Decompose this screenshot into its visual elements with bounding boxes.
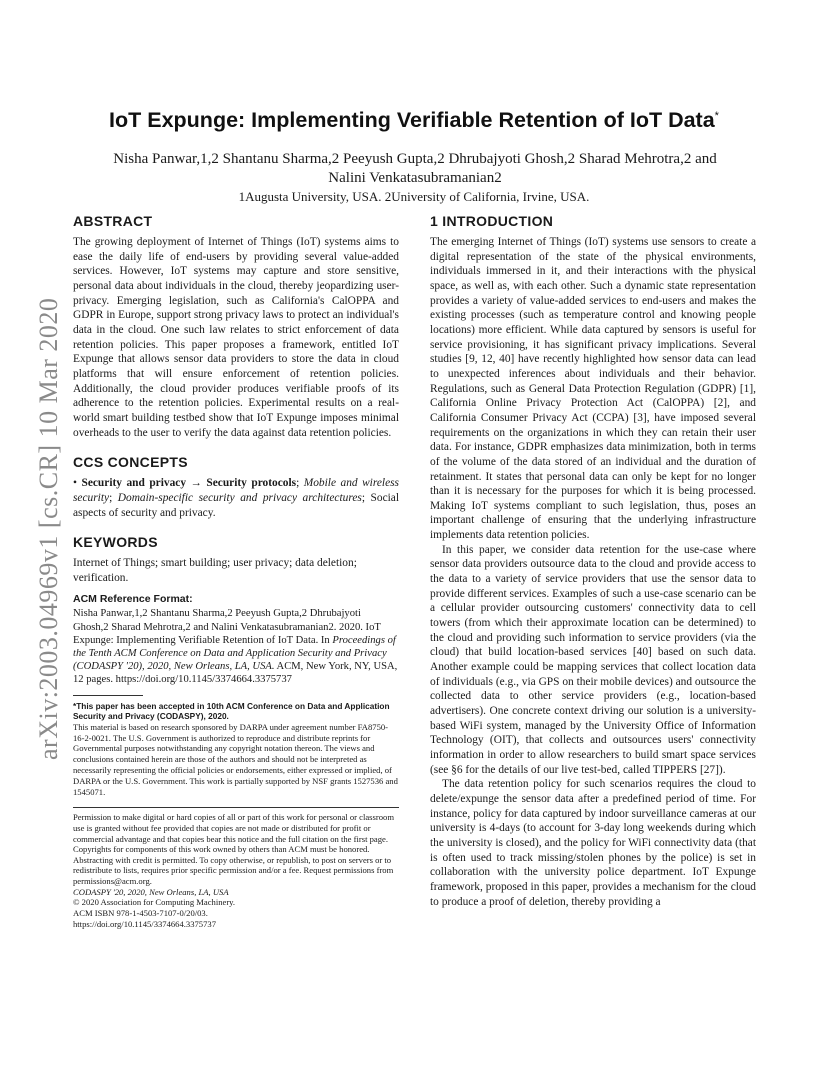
reference-format-heading: ACM Reference Format: bbox=[73, 593, 193, 606]
intro-paragraph-1: The emerging Internet of Things (IoT) systems use sensors to create a digital representation of the state of the physical environments, individuals immersed in it, and their interactions with the physical space, as well as, with each other. Such a dynamic state representation provides a variety of value-added services to end-users and makes the existing processes (such as temperature control and knowing people locations) more efficient. While data captured by sensors is useful for service provisioning, it has significant privacy implications. Several studies [9, 12, 40] have recently highlighted how sensor data can lead to unexpected inferences about individuals and their behavior. Regulations, such as General Data Protection Regulation (GDPR) [1], California Online Privacy Protection Act (CalOPPA) [2], and California Consumer Privacy Act (CCPA) [3], have imposed several requirements on the organizations in which they can retain their user data. For instance, GDPR emphasizes data minimization, both in terms of the volume of the data stored of an individual and the duration of retainment. It states that personal data can only be kept for no longer than it is necessary for the purposes for which it is being processed. Making IoT systems compliant to such legislation, thus, poses an important challenge of ensuring that the underlying infrastructure implements data retention policies. bbox=[430, 236, 756, 542]
ccs-concept-1: Mobile and wireless security bbox=[73, 477, 399, 504]
ccs-concept-3: ; Social aspects of security and privacy. bbox=[73, 491, 400, 519]
intro-paragraph-2: In this paper, we consider data retention for the use-case where sensor data providers outsource data to the cloud and provide access to the data to a variety of service providers that use the sensor data to provide different services. Examples of such a use-case scenario can be a cellular provider outsourcing customers' connectivity data to cell towers (from which their approximate location can be determined) to the cloud and providing such information to service providers (via the cloud) that build location-based services [40] based on such data. Another example could be mapping services that collect location data of individuals (e.g., via GPS on their mobile devices) and outsource the collected data to other service providers (e.g., location-based advertisers). One concrete context driving our solution is a university-based WiFi system, managed by the University Office of Information Technology (OIT), that collects and outsources users' connectivity information in order to allow researchers to build smart space services (see §6 for the details of our live test-bed, called TIPPERS [27]). bbox=[430, 543, 756, 776]
abstract-text: The growing deployment of Internet of Things (IoT) systems aims to ease the daily life of end-users by providing several value-added services. However, IoT systems may capture and store sensitive, personal data about individuals in the cloud, thereby jeopardizing user-privacy. Emerging legislation, such as California's CalOPPA and GDPR in Europe, support strong privacy laws to protect an individual's data in the cloud. One such law relates to strict enforcement of data retention policies. This paper proposes a framework, entitled IoT Expunge that allows sensor data providers to store the data in cloud platforms that will ensure enforcement of retention policies. Additionally, the cloud provider produces verifiable proofs of its adherence to the retention policies. Experimental results on a real-world smart building testbed show that IoT Expunge imposes minimal overheads to the user to verify the data against data retention policies. bbox=[73, 236, 399, 439]
arxiv-sidebar bbox=[18, 280, 63, 760]
footnote-rule bbox=[73, 695, 143, 696]
permission-notice: Permission to make digital or hard copies of all or part of this work for personal or classroom use is granted without fee provided that copies are not made or distributed for profit or commercial advantage and that copies bear this notice and the full citation on the first page. Copyrights for components of this work owned by others than ACM must be honored. Abstracting with credit is permitted. To copy otherwise, or republish, to post on servers or to redistribute to lists, requires prior specific permission and/or a fee. Request permissions from permissions@acm.org. bbox=[73, 807, 399, 886]
intro-paragraph-3: The data retention policy for such scenarios requires the cloud to delete/expunge the sensor data after a predefined period of time. For instance, policy for data captured by indoor surveillance cameras at our university is 4-days (to account for 3-day long weekends during which the university is closed), and the policy for WiFi connectivity data (that is often used to track missing/stolen phones by the police) is set in collaboration with the university police department. IoT Expunge framework, proposed in this paper, provides a mechanism for the cloud to produce a proof of deletion, thereby providing a bbox=[430, 778, 756, 908]
venue-line: CODASPY '20, 2020, New Orleans, LA, USA bbox=[73, 886, 229, 897]
acceptance-footnote: *This paper has been accepted in 10th ACM Conference on Data and Application Security and Privacy (CODASPY), 2020. bbox=[73, 700, 390, 722]
right-column bbox=[430, 213, 756, 909]
ccs-heading: CCS CONCEPTS bbox=[73, 454, 188, 471]
keywords-heading: KEYWORDS bbox=[73, 534, 158, 551]
abstract-heading: ABSTRACT bbox=[73, 213, 153, 229]
isbn-line: ACM ISBN 978-1-4503-7107-0/20/03. bbox=[73, 908, 208, 919]
copyright-line: © 2020 Association for Computing Machinery. bbox=[73, 897, 236, 908]
ccs-section bbox=[73, 454, 399, 520]
paper-title bbox=[60, 108, 768, 133]
title-footnote-mark: * bbox=[714, 109, 719, 122]
affiliations: 1Augusta University, USA. 2University of California, Irvine, USA. bbox=[238, 189, 590, 204]
author-list bbox=[70, 150, 760, 188]
arxiv-identifier: arXiv:2003.04969v1 [cs.CR] 10 Mar 2020 bbox=[34, 297, 63, 760]
authors-line-2: Nalini Venkatasubramanian2 bbox=[328, 170, 502, 186]
ccs-concept-2: Domain-specific security and privacy architectures bbox=[117, 491, 362, 504]
title-text: IoT Expunge: Implementing Verifiable Retention of IoT Data bbox=[109, 108, 715, 132]
abstract-section bbox=[73, 213, 399, 440]
left-column bbox=[73, 213, 399, 930]
introduction-heading: 1 INTRODUCTION bbox=[430, 213, 554, 229]
reference-format-text: Nisha Panwar,1,2 Shantanu Sharma,2 Peeyush Gupta,2 Dhrubajyoti Ghosh,2 Sharad Mehrotra,2 and Nalini Venkatasubramanian2. 2020. IoT Expunge: Implementing Verifiable Retention of IoT Data. In Proceedings of the Tenth ACM Conference on Data and Application Security and Privacy (CODASPY '20), 2020, New Orleans, LA, USA. ACM, New York, NY, USA, 12 pages. https://doi.org/10.1145/3374664.3375737 bbox=[73, 608, 398, 686]
funding-footnote: This material is based on research sponsored by DARPA under agreement number FA8750-16-2-0021. The U.S. Government is authorized to reproduce and distribute reprints for Governmental purposes notwithstanding any copyright notation thereon. The views and conclusions contained herein are those of the authors and should not be interpreted as necessarily representing the official policies or endorsements, either expressed or implied, of DARPA or the U.S. Government. This work is partially supported by NSF grants 1527536 and 1545071. bbox=[73, 721, 398, 797]
reference-format bbox=[73, 593, 399, 686]
ccs-primary: Security and privacy → Security protocols bbox=[81, 477, 297, 490]
doi-line: https://doi.org/10.1145/3374664.3375737 bbox=[73, 919, 216, 929]
keywords-section bbox=[73, 534, 399, 585]
authors-line-1: Nisha Panwar,1,2 Shantanu Sharma,2 Peeyush Gupta,2 Dhrubajyoti Ghosh,2 Sharad Mehrotra,2 and bbox=[113, 151, 717, 167]
keywords-text: Internet of Things; smart building; user privacy; data deletion; verification. bbox=[73, 557, 357, 584]
ccs-text: • Security and privacy → Security protocols; Mobile and wireless security; Domain-specific security and privacy architectures; Social aspects of security and privacy. bbox=[73, 477, 400, 519]
